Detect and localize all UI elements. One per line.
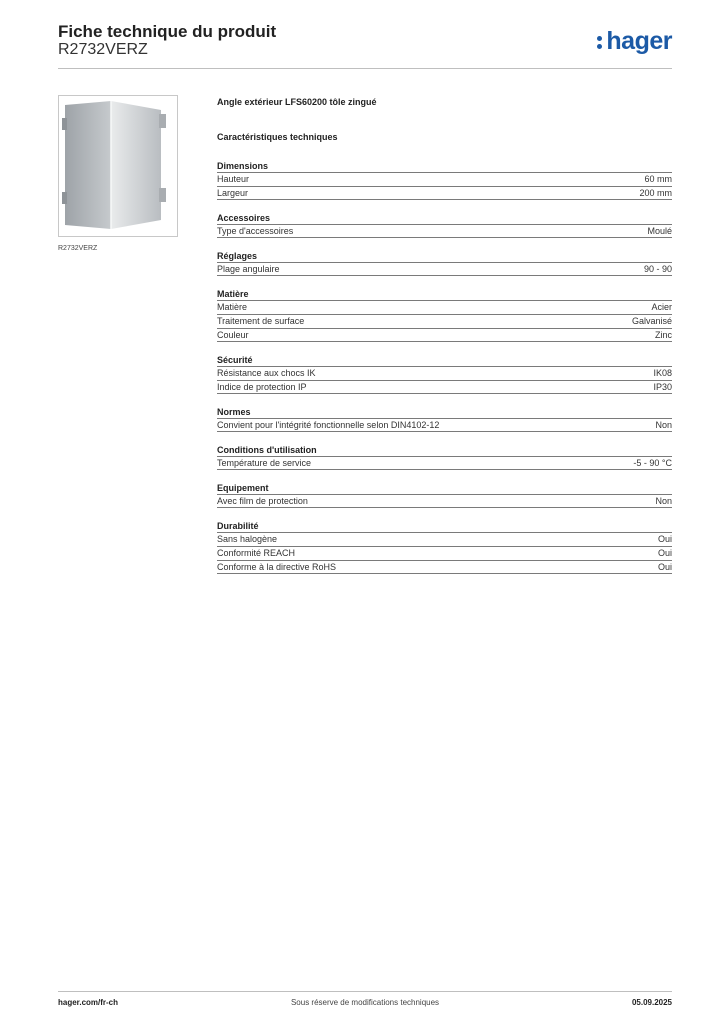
spec-row [217,546,672,560]
spec-row [217,314,672,328]
spec-value: -5 - 90 °C [633,457,672,468]
spec-label: Matière [217,302,248,312]
spec-label: Résistance aux chocs IK [217,368,316,378]
footer-website-link[interactable]: hager.com/fr-ch [58,998,119,1007]
spec-row [217,262,672,276]
footer-disclaimer: Sous réserve de modifications techniques [290,998,440,1007]
spec-row [217,300,672,314]
spec-value: Acier [651,302,672,312]
footer-date: 05.09.2025 [631,998,672,1007]
group-title: Accessoires [217,213,271,223]
spec-row [217,532,672,546]
spec-label: Conformité REACH [217,548,296,558]
spec-label: Température de service [217,457,312,468]
spec-value: IK08 [653,368,672,378]
spec-row [217,560,672,574]
spec-value: IP30 [653,381,672,392]
spec-value: Oui [657,561,672,572]
spec-row [217,186,672,200]
spec-value: 200 mm [639,187,672,198]
footer-divider [58,991,672,992]
spec-row [217,366,672,380]
spec-label: Traitement de surface [217,316,305,326]
spec-group-securite [217,352,672,394]
spec-label: Plage angulaire [217,263,280,274]
corner-profile-illustration [59,96,177,236]
logo-colon-icon [596,30,604,52]
spec-label: Couleur [217,329,249,340]
product-name: Angle extérieur LFS60200 tôle zingué [217,97,377,107]
spec-row [217,380,672,394]
group-title: Dimensions [217,161,269,171]
group-title: Normes [217,407,251,417]
page-title: Fiche technique du produit [58,22,277,41]
spec-value: Galvanisé [631,316,672,326]
product-image [58,95,178,237]
spec-value: Zinc [654,329,672,340]
section-title: Caractéristiques techniques [217,132,338,142]
spec-label: Avec film de protection [217,495,308,506]
spec-label: Sans halogène [217,534,278,544]
group-title: Sécurité [217,355,253,365]
spec-group-durabilite [217,518,672,574]
spec-group-normes [217,404,672,432]
spec-group-accessoires [217,210,672,238]
spec-label: Indice de protection IP [217,381,307,392]
spec-value: 90 - 90 [643,263,672,274]
spec-label: Type d'accessoires [217,225,294,236]
spec-value: Non [655,495,672,506]
group-title: Conditions d'utilisation [217,445,317,455]
header-divider [58,68,672,69]
page-footer [58,998,672,1010]
spec-row [217,418,672,432]
spec-row [217,328,672,342]
group-title: Réglages [217,251,258,261]
image-caption: R2732VERZ [58,245,98,252]
spec-group-conditions [217,442,672,470]
spec-group-matiere [217,286,672,342]
spec-panel [217,96,672,584]
spec-label: Convient pour l'intégrité fonctionnelle selon DIN4102-12 [217,419,440,430]
spec-row [217,224,672,238]
spec-label: Conforme à la directive RoHS [217,561,337,572]
spec-value: 60 mm [644,174,672,184]
group-title: Matière [217,289,249,299]
spec-value: Non [655,419,672,430]
group-title: Equipement [217,483,269,493]
spec-label: Largeur [217,187,249,198]
spec-group-equipement [217,480,672,508]
spec-group-reglages [217,248,672,276]
spec-row [217,172,672,186]
spec-value: Oui [657,534,672,544]
hager-logo [596,27,672,55]
spec-value: Oui [657,548,672,558]
spec-group-dimensions [217,158,672,200]
spec-value: Moulé [647,225,672,236]
spec-row [217,456,672,470]
logo-text: hager [606,26,672,55]
page-header [58,22,672,70]
group-title: Durabilité [217,521,259,531]
spec-label: Hauteur [217,174,250,184]
product-reference: R2732VERZ [58,41,148,58]
spec-row [217,494,672,508]
